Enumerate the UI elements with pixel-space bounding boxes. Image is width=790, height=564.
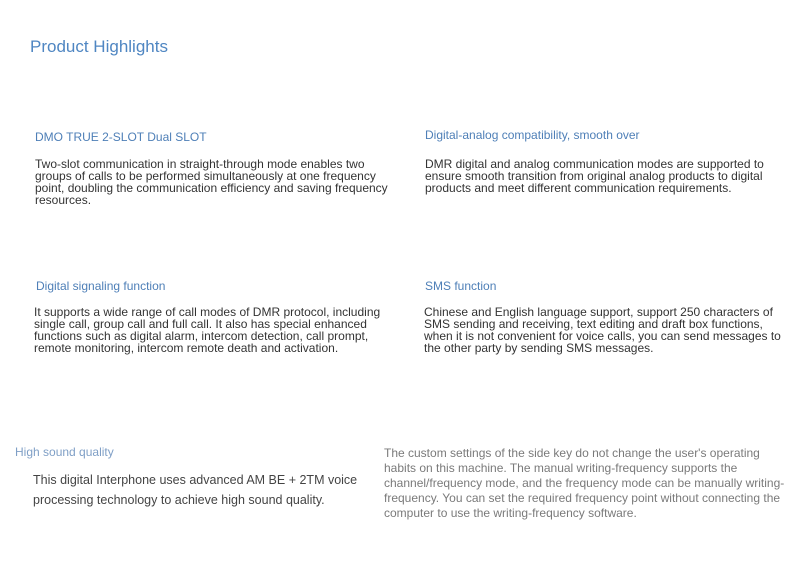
feature-heading-sms: SMS function (425, 279, 497, 293)
feature-heading-digital-signaling: Digital signaling function (36, 279, 166, 293)
feature-heading-dual-slot: DMO TRUE 2-SLOT Dual SLOT (35, 130, 207, 144)
page-title: Product Highlights (30, 37, 168, 56)
feature-heading-sound-quality: High sound quality (15, 445, 114, 459)
feature-heading-digital-analog: Digital-analog compatibility, smooth over (425, 128, 640, 142)
feature-body-dual-slot: Two-slot communication in straight-through mode enables two groups of calls to be performed simultaneously at one frequency point, doubling the communication efficiency and saving frequency resources. (35, 157, 388, 207)
feature-body-digital-analog: DMR digital and analog communication modes are supported to ensure smooth transition from original analog products to digital products and meet different communication requirements. (425, 157, 764, 195)
feature-body-sms: Chinese and English language support, support 250 characters of SMS sending and receiving, text editing and draft box functions, when it is not convenient for voice calls, you can send messages to the other party by sending SMS messages. (424, 305, 781, 355)
feature-body-side-key: The custom settings of the side key do not change the user's operating habits on this machine. The manual writing-frequency supports the channel/frequency mode, and the frequency mode can be manually writing-frequency. You can set the required frequency point without connecting the computer to use the writing-frequency software. (384, 446, 785, 520)
feature-body-sound-quality: This digital Interphone uses advanced AM BE + 2TM voice processing technology to achieve high sound quality. (33, 473, 358, 507)
feature-body-digital-signaling: It supports a wide range of call modes of DMR protocol, including single call, group call and full call. It also has special enhanced functions such as digital alarm, intercom detection, call prompt, remote monitoring, intercom remote death and activation. (34, 305, 381, 355)
